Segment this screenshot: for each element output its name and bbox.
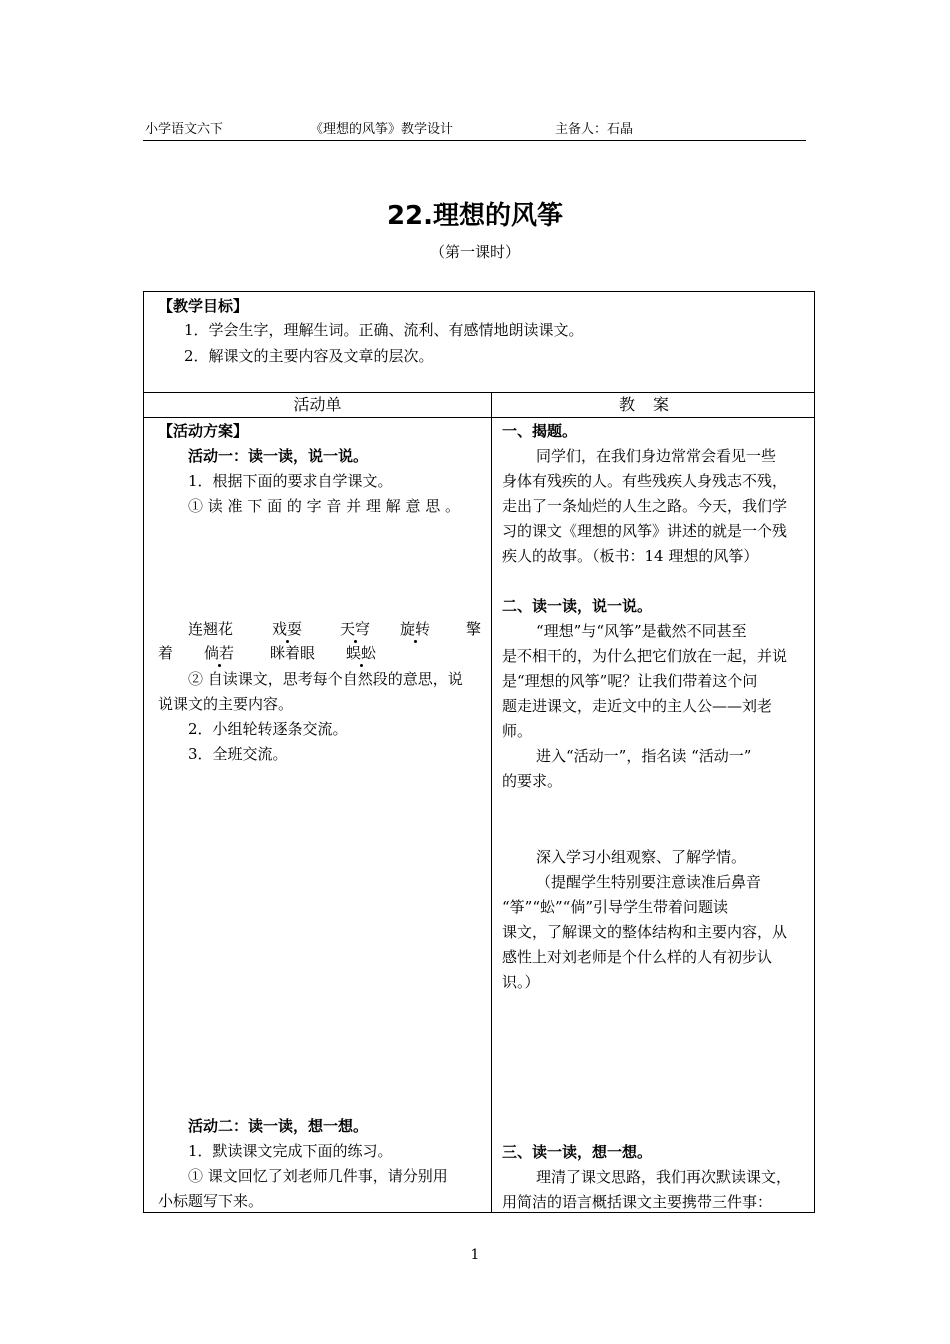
vocab-word: 着 [158,644,174,662]
plan-section3-title: 三、读一读，想一想。 [502,1143,653,1161]
vocab-word: 戏耍 [272,620,303,638]
plan-text-line: 身体有残疾的人。有些残疾人身残志不残， [502,472,788,490]
header-course: 小学语文六下 [145,122,224,137]
vocab-word: 蜈蚣 [346,644,377,662]
document-subtitle: （第一课时） [429,243,520,261]
activity2-title: 活动二：读一读，想一想。 [188,1117,369,1135]
vocab-word: 倘若 [204,644,235,662]
vocab-word: 眯着眼 [270,644,316,662]
activity1-line3b: 说课文的主要内容。 [158,695,294,713]
activity2-line1: 1．默读课文完成下面的练习。 [188,1142,393,1160]
lesson-table [143,291,815,1213]
plan-observe-line: 深入学习小组观察、了解学情。 [536,848,747,866]
plan-text-line: 是“理想的风筝”呢？让我们带着这个问 [502,672,758,690]
activity1-line1: 1．根据下面的要求自学课文。 [188,472,393,490]
plan-text-line: 疾人的故事。（板书：14 理想的风筝） [502,547,759,565]
plan-text-line: 同学们，在我们身边常常会看见一些 [536,447,777,465]
plan-text-line: 是不相干的，为什么把它们放在一起，并说 [502,647,788,665]
goals-heading: 【教学目标】 [158,297,249,315]
goal-item-1: 1．学会生字，理解生词。正确、流利、有感情地朗读课文。 [184,321,584,339]
vocab-word: 天穹 [340,620,371,638]
column-divider [491,392,492,1212]
vocab-word: 擎 [466,620,482,638]
header-lesson: 《理想的风筝》教学设计 [310,122,454,137]
plan-note-line: 感性上对刘老师是个什么样的人有初步认 [502,948,773,966]
activity1-line2: ① 读 准 下 面 的 字 音 并 理 解 意 思 。 [188,497,460,515]
column-header-plan: 教案 [618,395,687,414]
plan-text-line: 用简洁的语言概括课文主要携带三件事： [502,1193,773,1211]
goals-section [144,292,814,393]
plan-note-line: （提醒学生特别要注意读准后鼻音 [536,873,762,891]
plan-text-line: 进入“活动一”，指名读 “活动一” [536,747,752,765]
vocab-word: 旋转 [400,620,431,638]
activity1-title: 活动一：读一读，说一说。 [188,447,369,465]
activity2-line2a: ① 课文回忆了刘老师几件事，请分别用 [188,1167,448,1185]
column-header-activity: 活动单 [293,395,342,414]
page-number: 1 [470,1247,480,1263]
activity1-line3a: ② 自读课文，思考每个自然段的意思，说 [188,670,463,688]
plan-text-line: 理清了课文思路，我们再次默读课文， [536,1168,792,1186]
plan-section2-title: 二、读一读，说一说。 [502,597,653,615]
goal-item-2: 2．解课文的主要内容及文章的层次。 [184,347,434,365]
activity-plan-heading: 【活动方案】 [158,422,249,440]
header-author: 主备人：石晶 [555,122,634,137]
plan-text-line: “理想”与“风筝”是截然不同甚至 [536,622,747,640]
plan-text-line: 题走进课文，走近文中的主人公——刘老 [502,697,773,715]
page-header [143,120,806,141]
plan-text-line: 习的课文《理想的风筝》讲述的就是一个残 [502,522,788,540]
vocab-word: 连翘花 [188,620,234,638]
plan-note-line: 课文，了解课文的整体结构和主要内容，从 [502,923,788,941]
document-title: 22.理想的风筝 [386,201,564,231]
activity1-line5: 3．全班交流。 [188,745,288,763]
plan-text-line: 走出了一条灿烂的人生之路。今天，我们学 [502,497,788,515]
plan-section1-title: 一、揭题。 [502,422,578,440]
activity1-line4: 2．小组轮转逐条交流。 [188,720,348,738]
table-header-row [144,392,814,418]
activity2-line2b: 小标题写下来。 [158,1192,264,1210]
plan-note-line: 识。） [502,973,540,991]
plan-text-line: 师。 [502,722,533,740]
plan-text-line: 的要求。 [502,772,563,790]
plan-note-line: “筝”“蚣”“倘”引导学生带着问题读 [502,898,729,916]
